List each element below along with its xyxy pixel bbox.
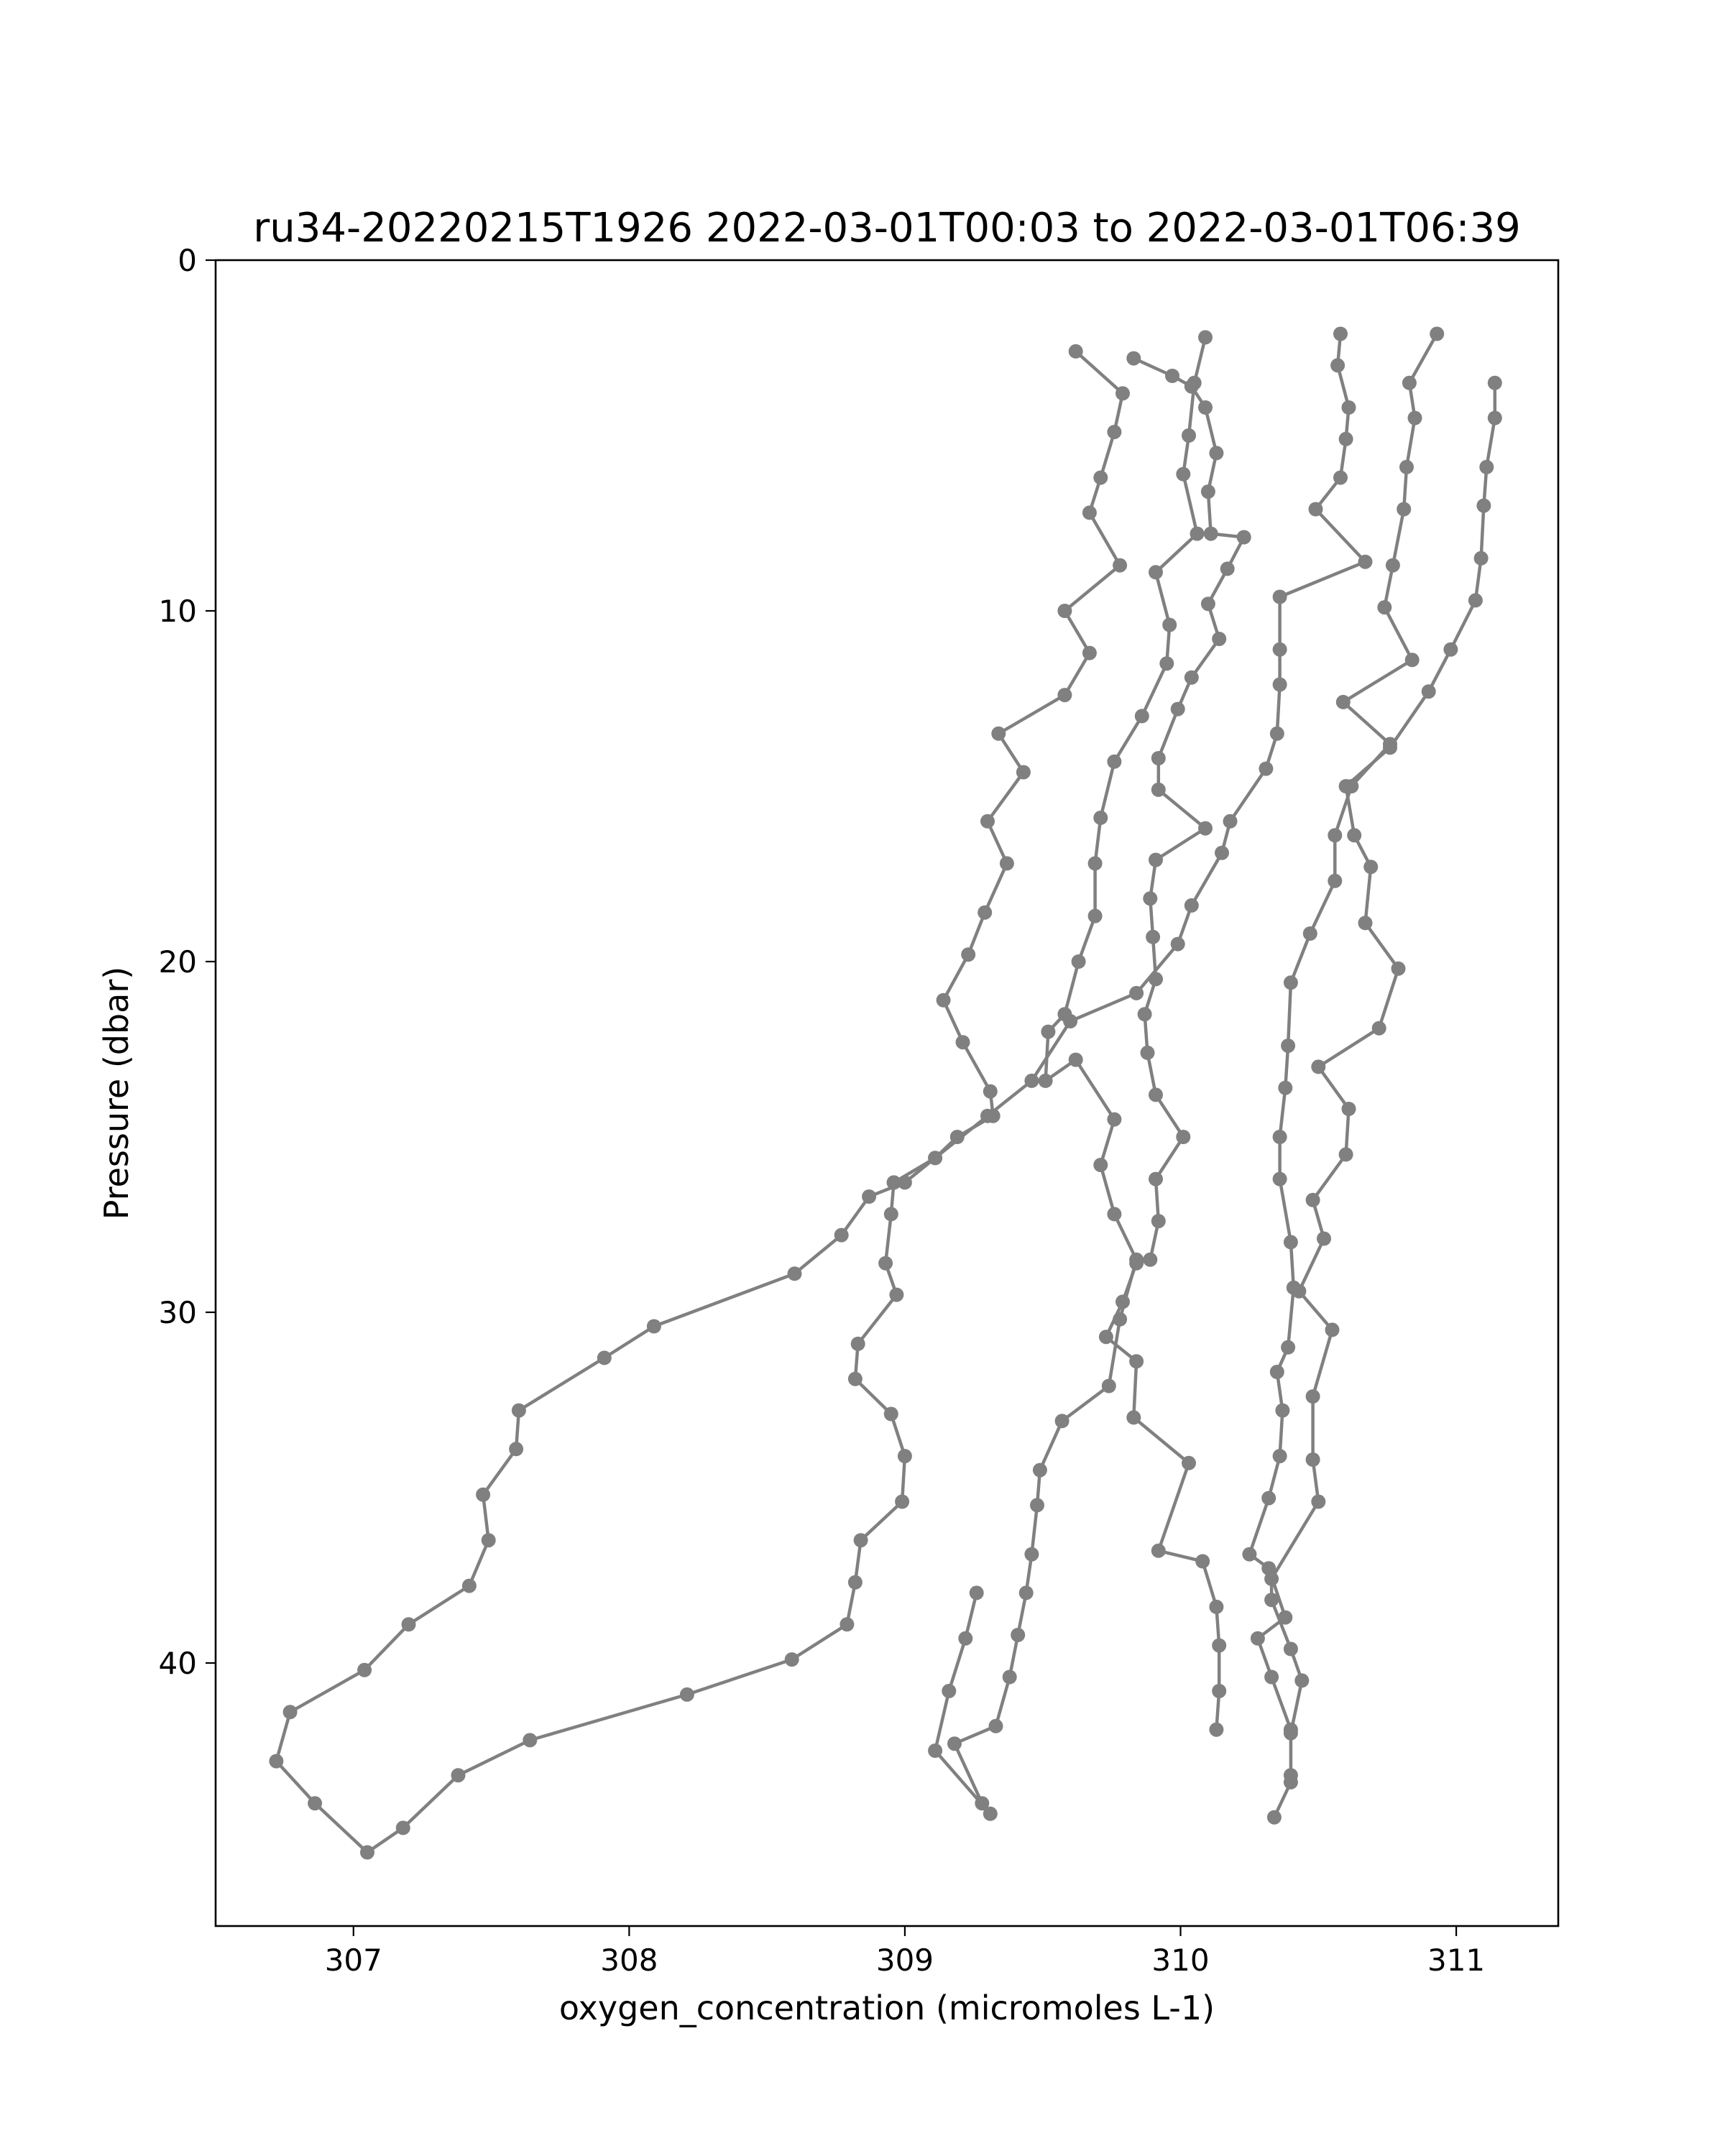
- data-point: [1151, 783, 1166, 797]
- data-point: [1176, 1130, 1190, 1144]
- data-point: [1093, 811, 1108, 825]
- data-point: [1386, 558, 1400, 573]
- data-point: [1284, 975, 1298, 990]
- data-point: [402, 1617, 416, 1631]
- chart-title: ru34-20220215T1926 2022-03-01T00:03 to 2022-03-01T06:39: [253, 205, 1521, 252]
- data-point: [862, 1189, 876, 1204]
- data-point: [983, 1807, 998, 1821]
- data-point: [1187, 376, 1202, 390]
- data-point: [1088, 856, 1103, 870]
- data-point: [357, 1663, 372, 1677]
- data-point: [1209, 1600, 1223, 1614]
- data-point: [1099, 1330, 1113, 1344]
- data-point: [848, 1575, 862, 1590]
- data-point: [1342, 1102, 1356, 1116]
- data-point: [1303, 926, 1317, 941]
- data-point: [1264, 1670, 1279, 1685]
- data-point: [1003, 1670, 1017, 1685]
- data-point: [980, 814, 995, 829]
- data-point: [1093, 471, 1108, 485]
- data-point: [647, 1319, 661, 1334]
- data-point: [1273, 642, 1287, 657]
- data-point: [1055, 1414, 1070, 1428]
- data-point: [840, 1617, 854, 1631]
- data-point: [1182, 428, 1196, 443]
- data-point: [1093, 1158, 1108, 1172]
- data-point: [1198, 330, 1213, 344]
- data-point: [1408, 411, 1422, 425]
- data-point: [1479, 460, 1494, 474]
- data-point: [848, 1372, 862, 1386]
- x-axis-label: oxygen_concentration (micromoles L-1): [558, 1989, 1215, 2027]
- data-point: [1273, 1172, 1287, 1187]
- data-point: [1270, 1365, 1284, 1379]
- data-point: [1270, 727, 1284, 741]
- data-point: [1220, 561, 1235, 576]
- data-point: [1149, 1172, 1163, 1187]
- data-point: [1030, 1498, 1044, 1512]
- data-point: [1275, 1404, 1289, 1418]
- data-point: [1273, 1130, 1287, 1144]
- data-point: [1126, 1410, 1141, 1424]
- data-point: [269, 1754, 283, 1769]
- data-point: [1284, 1642, 1298, 1657]
- data-point: [1041, 1025, 1055, 1039]
- data-point: [878, 1256, 893, 1271]
- data-point: [1113, 1312, 1127, 1327]
- data-point: [1201, 484, 1215, 499]
- data-point: [1204, 527, 1218, 541]
- data-point: [1082, 505, 1097, 520]
- data-point: [1209, 446, 1223, 460]
- data-point: [942, 1684, 956, 1698]
- data-point: [1223, 814, 1238, 829]
- data-point: [1176, 467, 1190, 482]
- data-point: [512, 1404, 526, 1418]
- data-point: [928, 1743, 942, 1758]
- data-point: [989, 1719, 1003, 1733]
- y-tick-label: 40: [158, 1646, 197, 1681]
- y-tick-label: 10: [158, 594, 197, 629]
- data-point: [991, 727, 1006, 741]
- data-point: [1024, 1547, 1039, 1562]
- data-point: [1311, 1059, 1325, 1074]
- x-tick-label: 308: [600, 1943, 658, 1978]
- data-point: [1317, 1232, 1331, 1246]
- data-point: [834, 1228, 849, 1243]
- data-point: [887, 1175, 901, 1189]
- data-point: [451, 1768, 466, 1782]
- data-point: [1292, 1284, 1306, 1299]
- data-point: [1215, 846, 1229, 860]
- data-point: [1129, 1354, 1144, 1368]
- data-point: [1113, 558, 1127, 573]
- data-point: [1328, 828, 1342, 842]
- data-point: [1171, 702, 1185, 717]
- data-point: [884, 1407, 898, 1422]
- data-point: [1033, 1463, 1047, 1478]
- data-point: [1182, 1456, 1196, 1470]
- data-point: [1333, 471, 1348, 485]
- data-point: [1107, 755, 1121, 769]
- data-point: [1159, 656, 1174, 671]
- data-point: [1069, 1053, 1083, 1067]
- data-point: [1149, 565, 1163, 579]
- data-point: [1273, 1449, 1287, 1463]
- data-point: [1151, 1214, 1166, 1228]
- data-point: [1069, 344, 1083, 359]
- data-point: [1242, 1547, 1256, 1562]
- data-point: [1488, 411, 1502, 425]
- data-point: [597, 1350, 612, 1365]
- x-tick-label: 309: [875, 1943, 934, 1978]
- data-point: [1358, 555, 1373, 569]
- data-point: [462, 1579, 477, 1593]
- data-point: [1212, 1639, 1226, 1653]
- data-point: [1151, 1544, 1166, 1558]
- data-point: [1198, 400, 1213, 415]
- data-point: [898, 1449, 912, 1463]
- data-point: [1339, 1147, 1353, 1161]
- data-point: [785, 1652, 799, 1667]
- data-point: [1198, 821, 1213, 836]
- x-tick-label: 311: [1427, 1943, 1486, 1978]
- data-point: [1072, 954, 1086, 969]
- data-point: [884, 1207, 898, 1221]
- data-point: [1264, 1572, 1279, 1586]
- data-point: [1294, 1673, 1309, 1687]
- data-point: [1135, 709, 1149, 723]
- y-tick-label: 20: [158, 944, 197, 980]
- data-point: [680, 1687, 694, 1702]
- data-point: [1281, 1340, 1295, 1355]
- data-point: [1195, 1554, 1210, 1569]
- data-point: [1342, 400, 1356, 415]
- data-point: [1488, 376, 1502, 390]
- data-point: [895, 1495, 909, 1509]
- data-point: [1267, 1810, 1282, 1825]
- data-point: [1149, 853, 1163, 867]
- data-point: [1143, 1253, 1157, 1267]
- data-point: [1339, 432, 1353, 446]
- data-point: [1281, 1038, 1295, 1053]
- data-point: [1261, 1491, 1276, 1506]
- data-point: [1325, 1322, 1340, 1337]
- data-point: [1171, 937, 1185, 952]
- data-point: [1333, 327, 1348, 341]
- data-point: [1129, 986, 1144, 1000]
- data-point: [1278, 1081, 1292, 1095]
- x-tick-label: 307: [324, 1943, 382, 1978]
- data-point: [788, 1266, 802, 1281]
- data-point: [1347, 828, 1361, 842]
- data-point: [1402, 376, 1417, 390]
- data-point: [1306, 1389, 1320, 1404]
- data-point: [947, 1736, 962, 1751]
- data-point: [1116, 386, 1130, 400]
- data-point: [523, 1733, 537, 1747]
- data-point: [1372, 1021, 1386, 1036]
- data-point: [1397, 502, 1411, 517]
- data-point: [1383, 740, 1397, 755]
- data-point: [1141, 1046, 1155, 1060]
- data-point: [1011, 1628, 1025, 1642]
- data-point: [1363, 860, 1378, 874]
- data-point: [1082, 646, 1097, 660]
- data-point: [1016, 765, 1031, 780]
- data-point: [1126, 351, 1141, 366]
- data-point: [1336, 695, 1351, 709]
- data-point: [1422, 684, 1436, 699]
- data-point: [476, 1488, 490, 1502]
- data-point: [961, 947, 975, 962]
- data-point: [1392, 962, 1406, 976]
- data-point: [1024, 1074, 1039, 1088]
- data-point: [1190, 527, 1205, 541]
- data-point: [509, 1442, 523, 1456]
- data-point: [1251, 1631, 1265, 1646]
- data-point: [1201, 596, 1215, 611]
- data-point: [1284, 1775, 1298, 1789]
- data-point: [360, 1846, 374, 1860]
- data-point: [1184, 898, 1199, 913]
- data-point: [1039, 1074, 1053, 1088]
- data-point: [1284, 1235, 1298, 1249]
- data-point: [1088, 909, 1103, 923]
- data-point: [308, 1796, 322, 1810]
- data-point: [978, 906, 992, 920]
- data-point: [1057, 688, 1072, 702]
- data-point: [970, 1585, 984, 1600]
- data-point: [396, 1820, 410, 1835]
- data-point: [1377, 600, 1392, 614]
- y-tick-label: 30: [158, 1295, 197, 1330]
- data-point: [980, 1109, 995, 1123]
- data-point: [1399, 460, 1414, 474]
- data-point: [1107, 425, 1121, 439]
- data-point: [956, 1035, 970, 1049]
- data-point: [1019, 1585, 1034, 1600]
- data-point: [928, 1151, 942, 1165]
- data-point: [482, 1533, 496, 1547]
- data-point: [854, 1533, 868, 1547]
- data-point: [1209, 1723, 1223, 1737]
- data-point: [1129, 1253, 1144, 1267]
- data-point: [1284, 1726, 1298, 1741]
- data-point: [1306, 1452, 1320, 1467]
- x-tick-label: 310: [1151, 1943, 1210, 1978]
- data-point: [1057, 604, 1072, 618]
- data-point: [1165, 369, 1179, 383]
- data-point: [1264, 1593, 1279, 1607]
- data-point: [1212, 1684, 1226, 1698]
- data-point: [1273, 590, 1287, 604]
- data-point: [1309, 502, 1323, 517]
- data-point: [1405, 653, 1420, 667]
- data-point: [1184, 671, 1199, 685]
- data-point: [1143, 891, 1157, 906]
- data-point: [851, 1337, 865, 1351]
- data-point: [1339, 779, 1353, 793]
- data-point: [1151, 751, 1166, 765]
- data-point: [889, 1288, 903, 1302]
- data-point: [1138, 1007, 1152, 1021]
- y-tick-label: 0: [178, 243, 197, 278]
- data-point: [983, 1084, 998, 1099]
- data-point: [1474, 551, 1489, 566]
- data-point: [1212, 632, 1226, 646]
- data-point: [1476, 499, 1491, 513]
- data-point: [1358, 916, 1373, 930]
- data-point: [1237, 530, 1251, 545]
- data-point: [1311, 1495, 1325, 1509]
- data-point: [1149, 1087, 1163, 1102]
- y-axis-label: Pressure (dbar): [97, 966, 136, 1220]
- data-point: [1000, 856, 1014, 870]
- data-point: [1259, 762, 1273, 776]
- data-point: [1102, 1379, 1116, 1393]
- data-point: [1328, 874, 1342, 888]
- data-point: [1162, 618, 1177, 632]
- data-point: [283, 1705, 298, 1719]
- data-point: [958, 1631, 972, 1646]
- data-point: [1146, 930, 1160, 944]
- data-point: [1063, 1014, 1077, 1028]
- data-point: [1107, 1112, 1121, 1127]
- data-point: [1273, 678, 1287, 692]
- data-point: [1468, 593, 1483, 607]
- data-point: [1107, 1207, 1121, 1221]
- data-point: [1330, 358, 1345, 372]
- data-point: [1430, 327, 1444, 341]
- data-point: [1306, 1193, 1320, 1207]
- data-point: [937, 993, 951, 1008]
- data-point: [1443, 642, 1458, 657]
